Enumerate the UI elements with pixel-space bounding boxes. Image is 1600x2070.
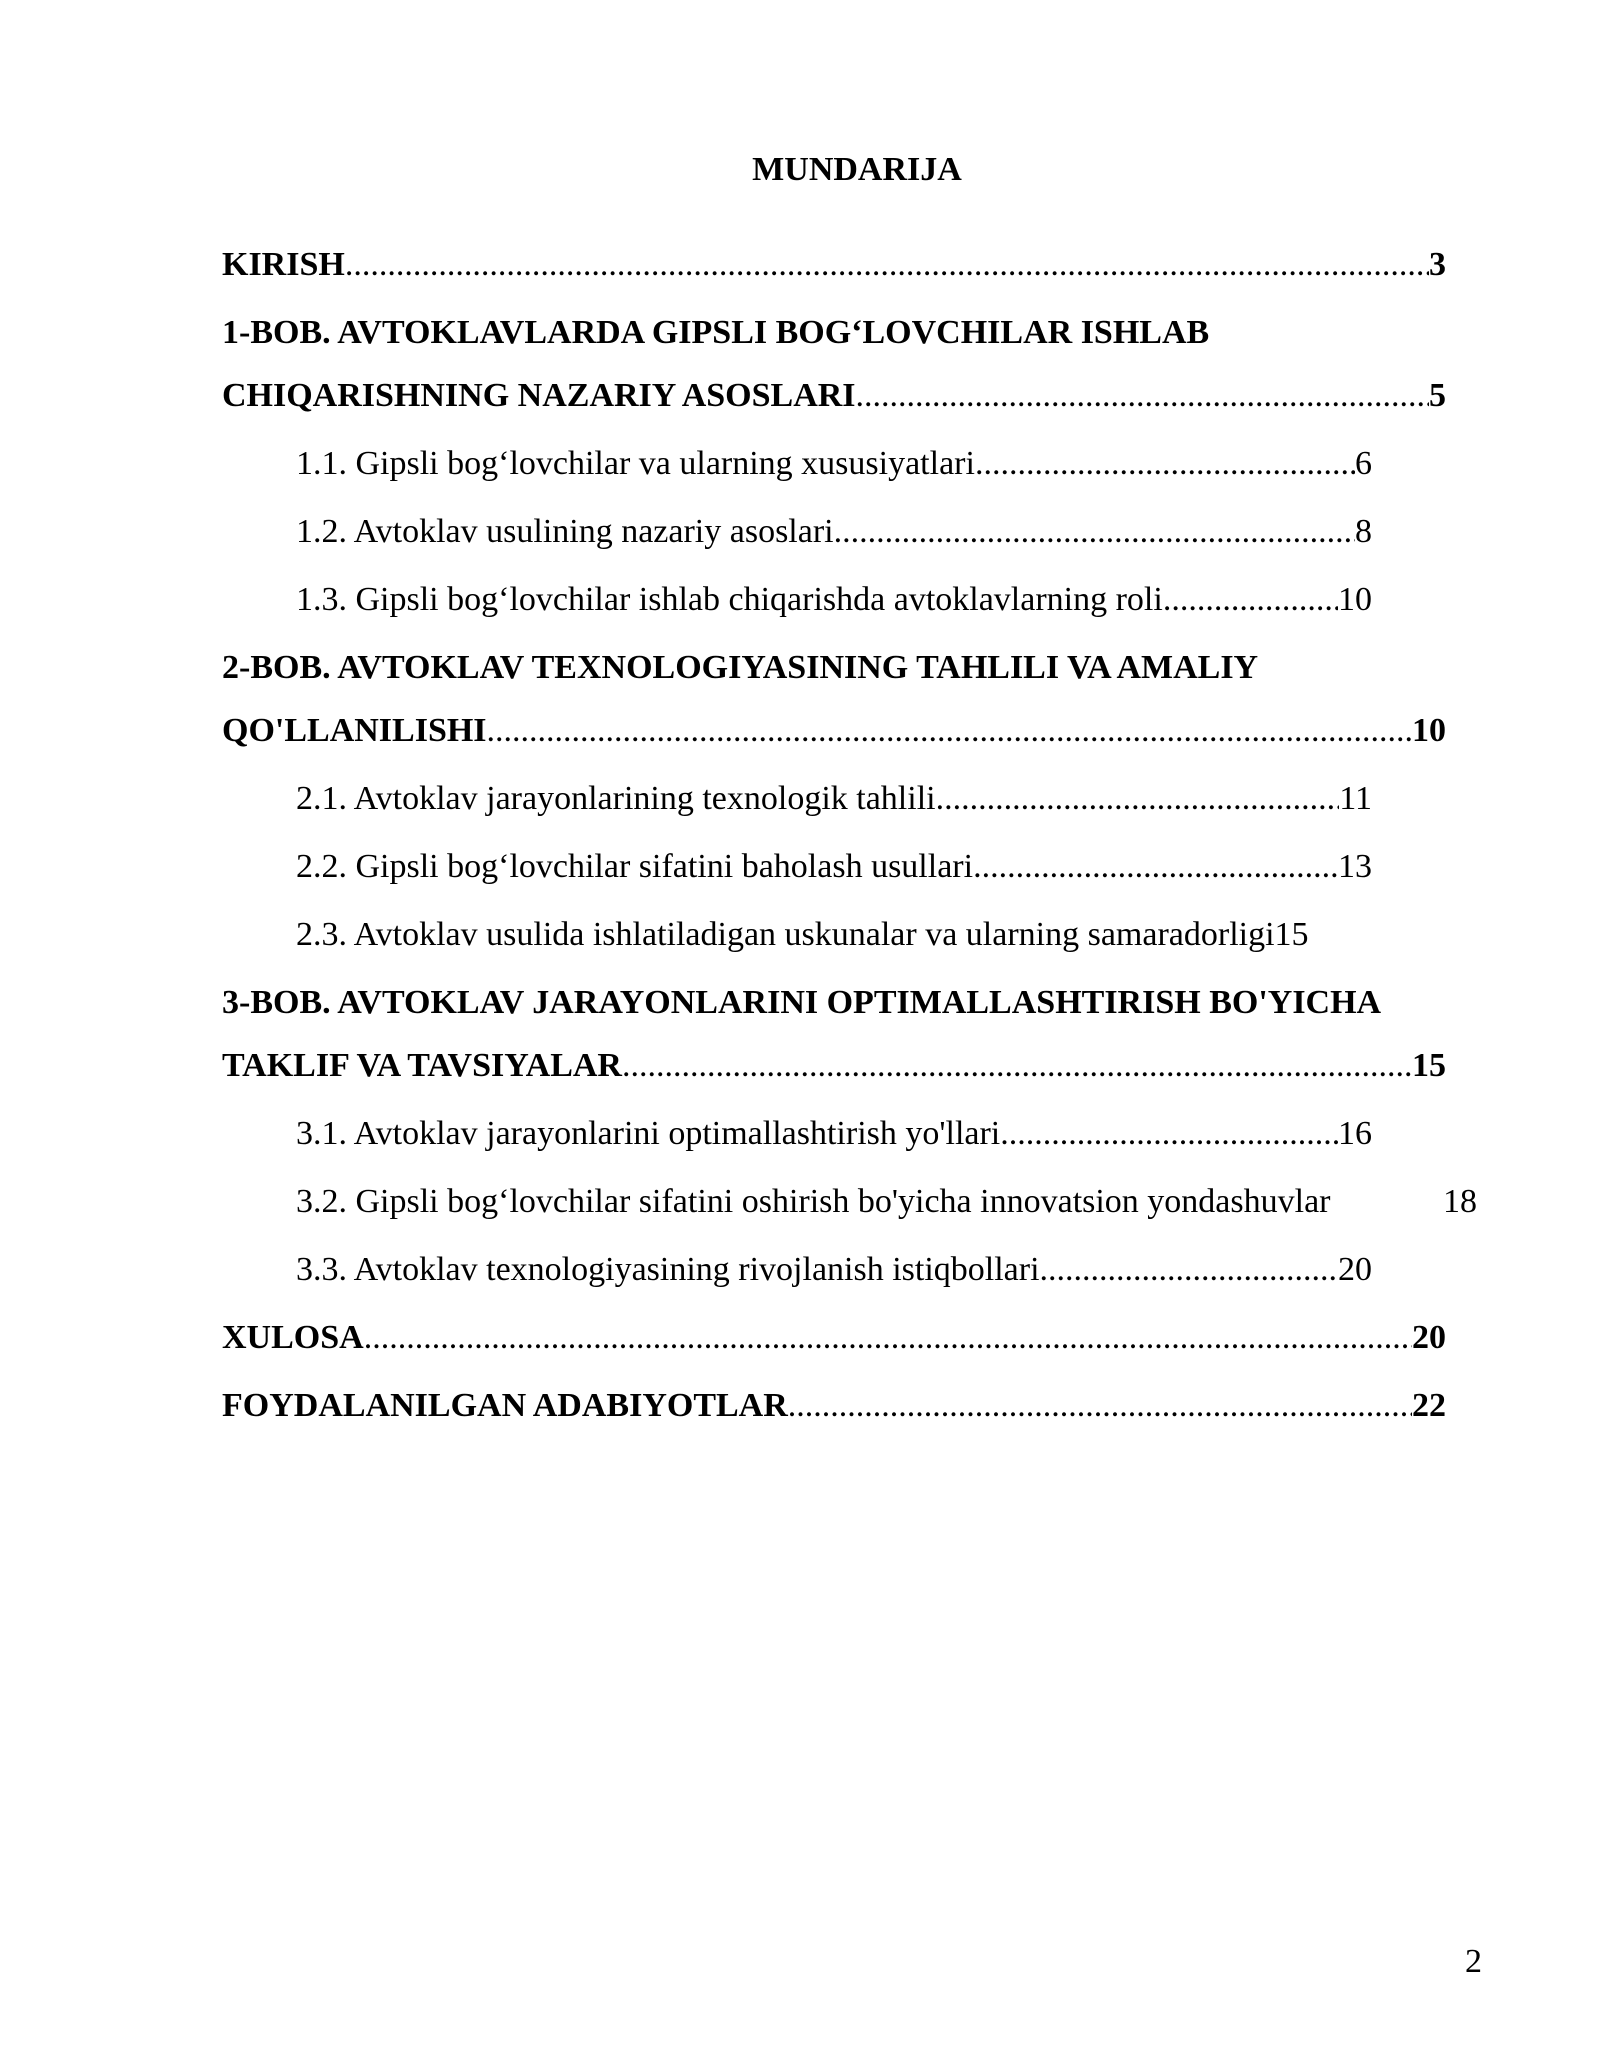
toc-entry-page: 15: [1412, 1047, 1446, 1084]
toc-entry-title: 3.1. Avtoklav jarayonlarini optimallashtirish yo'llari: [296, 1115, 1001, 1152]
toc-section-3-1[interactable]: [296, 1112, 1372, 1156]
toc-section-2-2[interactable]: [296, 845, 1372, 889]
toc-entry-page: 3: [1429, 246, 1446, 283]
toc-entry-title: 2.2. Gipsli bog‘lovchilar sifatini baholash usullari: [296, 848, 974, 885]
toc-entry-title: 1.3. Gipsli bog‘lovchilar ishlab chiqarishda avtoklavlarning roli: [296, 581, 1163, 618]
toc-chapter-2-line2[interactable]: [222, 709, 1446, 753]
toc-entry-page: 22: [1412, 1387, 1446, 1424]
toc-entry-page: 20: [1412, 1319, 1446, 1356]
dot-leader: [788, 1384, 1412, 1428]
toc-entry-page: 20: [1338, 1251, 1372, 1288]
toc-section-1-2[interactable]: [296, 510, 1372, 554]
toc-entry-page: 11: [1339, 780, 1372, 817]
dot-leader: [622, 1044, 1412, 1088]
dot-leader: [487, 709, 1412, 753]
dot-leader: [936, 777, 1340, 821]
toc-entry-title: CHIQARISHNING NAZARIY ASOSLARI: [222, 377, 856, 414]
toc-entry-kirish[interactable]: [222, 243, 1446, 287]
toc-section-2-3[interactable]: 2.3. Avtoklav usulida ishlatiladigan uskunalar va ularning samaradorligi15: [296, 916, 1309, 953]
dot-leader: [834, 510, 1355, 554]
toc-chapter-1-line2[interactable]: [222, 374, 1446, 418]
dot-leader: [1163, 578, 1338, 622]
toc-entry-page: 10: [1412, 712, 1446, 749]
toc-chapter-1-line1[interactable]: 1-BOB. AVTOKLAVLARDA GIPSLI BOG‘LOVCHILAR ISHLAB: [222, 314, 1210, 351]
toc-entry-page: 16: [1338, 1115, 1372, 1152]
toc-entry-page: 5: [1429, 377, 1446, 414]
toc-entry-page: 13: [1338, 848, 1372, 885]
toc-entry-title: 1.1. Gipsli bog‘lovchilar va ularning xususiyatlari: [296, 445, 975, 482]
dot-leader: [1040, 1248, 1338, 1292]
toc-chapter-2-line1[interactable]: 2-BOB. AVTOKLAV TEXNOLOGIYASINING TAHLILI VA AMALIY: [222, 649, 1259, 686]
toc-entry-page: 10: [1338, 581, 1372, 618]
dot-leader: [973, 845, 1338, 889]
toc-section-3-2[interactable]: [296, 1180, 1477, 1224]
toc-entry-title: 3.2. Gipsli bog‘lovchilar sifatini oshirish bo'yicha innovatsion yondashuvlar: [296, 1183, 1331, 1220]
toc-entry-title: XULOSA: [222, 1319, 364, 1356]
toc-section-2-1[interactable]: [296, 777, 1372, 821]
toc-entry-page: 8: [1355, 513, 1372, 550]
toc-entry-title: TAKLIF VA TAVSIYALAR: [222, 1047, 622, 1084]
dot-leader: [856, 374, 1429, 418]
toc-entry-title: QO'LLANILISHI: [222, 712, 487, 749]
toc-chapter-3-line1[interactable]: 3-BOB. AVTOKLAV JARAYONLARINI OPTIMALLASHTIRISH BO'YICHA: [222, 984, 1382, 1021]
toc-entry-title: 3.3. Avtoklav texnologiyasining rivojlanish istiqbollari: [296, 1251, 1040, 1288]
page-number: 2: [1465, 1943, 1482, 1980]
toc-entry-title: KIRISH: [222, 246, 345, 283]
toc-section-1-3[interactable]: [296, 578, 1372, 622]
toc-entry-title: 2.1. Avtoklav jarayonlarining texnologik tahlili: [296, 780, 936, 817]
toc-section-1-1[interactable]: [296, 442, 1372, 486]
toc-entry-xulosa[interactable]: [222, 1316, 1446, 1360]
dot-leader: [1000, 1112, 1338, 1156]
dot-leader: [345, 243, 1429, 287]
toc-entry-title: 1.2. Avtoklav usulining nazariy asoslari: [296, 513, 834, 550]
toc-entry-page: 18: [1443, 1183, 1477, 1220]
dot-leader: [975, 442, 1355, 486]
toc-entry-page: 6: [1355, 445, 1372, 482]
toc-entry-title: FOYDALANILGAN ADABIYOTLAR: [222, 1387, 788, 1424]
toc-entry-adabiyotlar[interactable]: [222, 1384, 1446, 1428]
dot-leader: [364, 1316, 1412, 1360]
page-title: MUNDARIJA: [752, 151, 962, 188]
toc-section-3-3[interactable]: [296, 1248, 1372, 1292]
toc-chapter-3-line2[interactable]: [222, 1044, 1446, 1088]
